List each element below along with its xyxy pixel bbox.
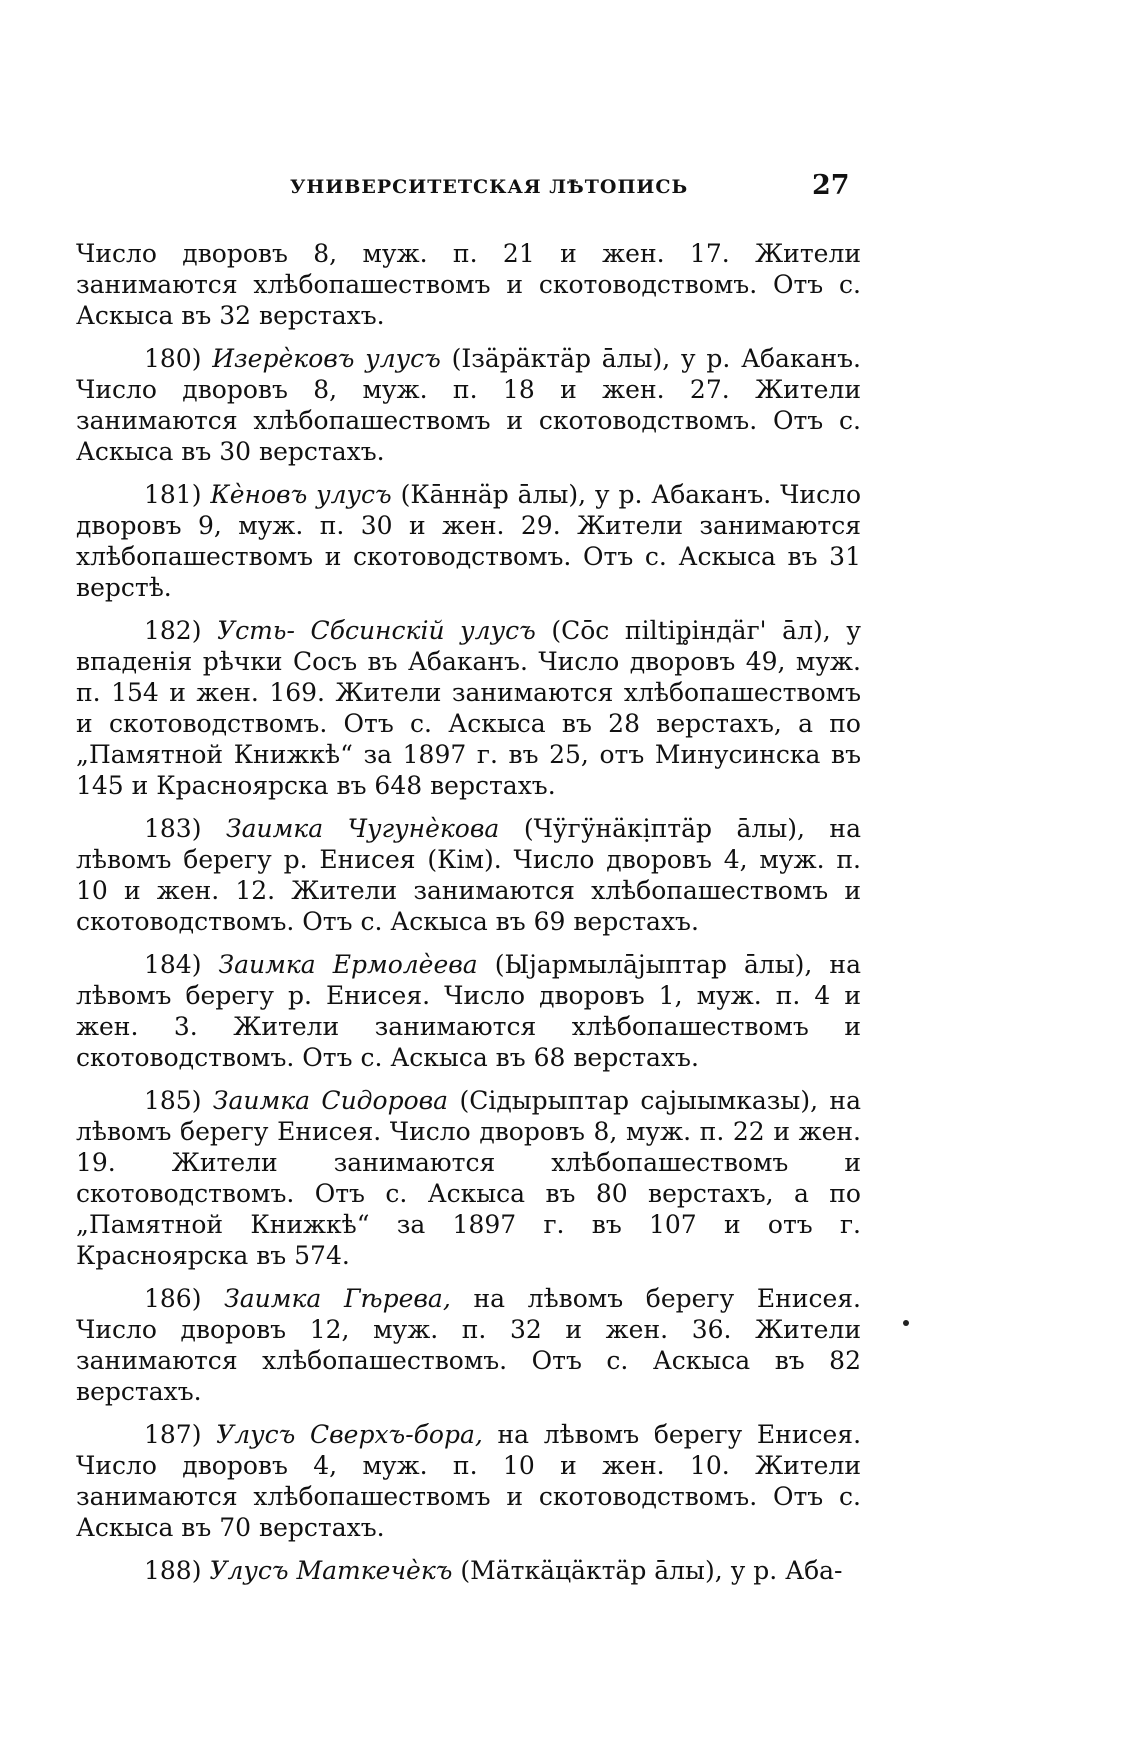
body-text — [76, 238, 861, 1586]
place-name: Кѐновъ улусъ — [210, 480, 392, 509]
paragraph-text: (Ыјармылāјыптар āлы), на лѣвомъ берегу р. Енисея. Число дворовъ 1, муж. п. 4 и жен. 3. Жители занимаются хлѣбопашествомъ и скотоводствомъ. Отъ с. Аскыса въ 68 верстахъ. — [76, 950, 861, 1072]
page-number: 27 — [812, 170, 850, 201]
ink-speck — [903, 1320, 909, 1326]
entry-number: 182) — [144, 616, 202, 645]
place-name: Заимка Ермолѐева — [218, 950, 478, 979]
place-name: Усть- Сбсинскій улусъ — [217, 616, 536, 645]
entry-number: 187) — [144, 1420, 202, 1449]
paragraph-text: (Мäткäцäктäр āлы), у р. Аба- — [460, 1556, 843, 1585]
entry-number: 181) — [144, 480, 202, 509]
paragraph-185 — [76, 1085, 861, 1271]
paragraph-text: (Ізäрäктäр āлы), у р. Абаканъ. Число дворовъ 8, муж. п. 18 и жен. 27. Жители занимаются хлѣбопашествомъ и скотоводствомъ. Отъ с. Аскыса въ 30 верстахъ. — [76, 344, 861, 466]
paragraph-183 — [76, 813, 861, 937]
place-name: Улусъ Маткечѐкъ — [209, 1556, 453, 1585]
entry-number: 180) — [144, 344, 202, 373]
paragraph-continuation — [76, 238, 861, 331]
paragraph-text: на лѣвомъ берегу Енисея. Число дворовъ 12, муж. п. 32 и жен. 36. Жители занимаются хлѣбопашествомъ. Отъ с. Аскыса въ 82 верстахъ. — [76, 1284, 861, 1406]
paragraph-180 — [76, 343, 861, 467]
entry-number: 184) — [144, 950, 202, 979]
place-name: Заимка Гѣрева, — [224, 1284, 451, 1313]
paragraph-text: (Сідырыптар сајыымказы), на лѣвомъ берегу Енисея. Число дворовъ 8, муж. п. 22 и жен. 19. Жители занимаются хлѣбопашествомъ и скотоводствомъ. Отъ с. Аскыса въ 80 верстахъ, а по „Памятной Книжкѣ“ за 1897 г. въ 107 и отъ г. Красноярска въ 574. — [76, 1086, 861, 1270]
paragraph-text: (Сōс піltір̥індäг' āл), у впаденія рѣчки Сосъ въ Абаканъ. Число дворовъ 49, муж. п. 154 и жен. 169. Жители занимаются хлѣбопашествомъ и скотоводствомъ. Отъ с. Аскыса въ 28 верстахъ, а по „Памятной Книжкѣ“ за 1897 г. въ 25, отъ Минусинска въ 145 и Красноярска въ 648 верстахъ. — [76, 616, 861, 800]
paragraph-text: Число дворовъ 8, муж. п. 21 и жен. 17. Жители занимаются хлѣбопашествомъ и скотоводствомъ. Отъ с. Аскыса въ 32 верстахъ. — [76, 239, 861, 330]
place-name: Заимка Сидорова — [212, 1086, 449, 1115]
entry-number: 186) — [144, 1284, 202, 1313]
place-name: Улусъ Сверхъ-бора, — [216, 1420, 483, 1449]
paragraph-184 — [76, 949, 861, 1073]
paragraph-181 — [76, 479, 861, 603]
paragraph-text: (Чӱгӱнäкịптäр āлы), на лѣвомъ берегу р. Енисея (Кім). Число дворовъ 4, муж. п. 10 и жен. 12. Жители занимаются хлѣбопашествомъ и скотоводствомъ. Отъ с. Аскыса въ 69 верстахъ. — [76, 814, 861, 936]
entry-number: 188) — [144, 1556, 202, 1585]
paragraph-187 — [76, 1419, 861, 1543]
place-name: Заимка Чугунѐкова — [226, 814, 500, 843]
paragraph-text: (Кāннäр āлы), у р. Абаканъ. Число дворовъ 9, муж. п. 30 и жен. 29. Жители занимаются хлѣбопашествомъ и скотоводствомъ. Отъ с. Аскыса въ 31 верстѣ. — [76, 480, 862, 602]
paragraph-188 — [76, 1555, 861, 1586]
paragraph-182 — [76, 615, 861, 801]
paragraph-186 — [76, 1283, 861, 1407]
entry-number: 185) — [144, 1086, 202, 1115]
place-name: Изерѐковъ улусъ — [212, 344, 441, 373]
running-head: УНИВЕРСИТЕТСКАЯ ЛѢТОПИСЬ — [290, 176, 689, 198]
paragraph-text: на лѣвомъ берегу Енисея. Число дворовъ 4, муж. п. 10 и жен. 10. Жители занимаются хлѣбопашествомъ и скотоводствомъ. Отъ с. Аскыса въ 70 верстахъ. — [76, 1420, 862, 1542]
entry-number: 183) — [144, 814, 202, 843]
